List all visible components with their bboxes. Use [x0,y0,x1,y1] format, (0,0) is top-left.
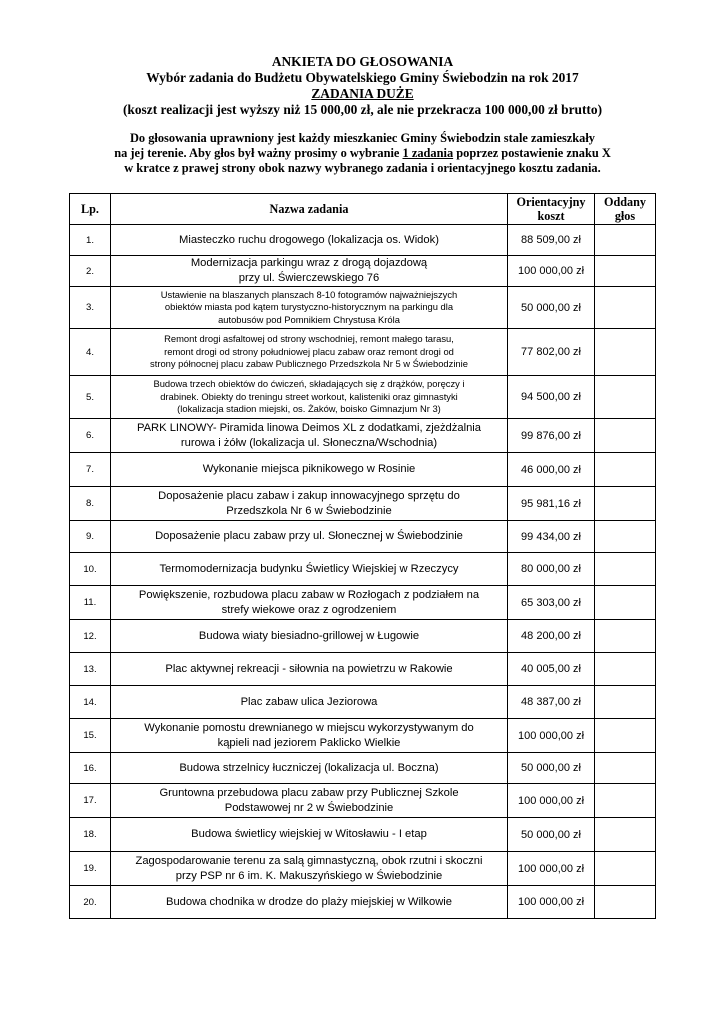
table-row [70,653,656,686]
vote-checkbox-cell[interactable] [595,287,656,329]
task-name-line: strony północnej placu zabaw Publicznego Przedszkola Nr 5 w Świebodzinie [150,358,468,370]
task-cost: 100 000,00 zł [508,719,595,753]
ballot-title: ANKIETA DO GŁOSOWANIA [271,54,454,69]
instructions-line-2-start: na jej terenie. Aby głos był ważny prosimy o wybranie [114,146,403,160]
vote-checkbox-cell[interactable] [595,818,656,852]
row-number: 1. [70,225,111,256]
task-cost: 99 434,00 zł [508,521,595,553]
task-name [111,287,508,329]
task-name [111,653,508,686]
task-name-line: Budowa strzelnicy łuczniczej (lokalizacja ul. Boczna) [179,761,439,774]
vote-checkbox-cell[interactable] [595,586,656,620]
row-number: 7. [70,453,111,487]
row-number: 8. [70,487,111,521]
task-name [111,419,508,453]
task-name [111,753,508,784]
table-row [70,784,656,818]
task-name-line: Doposażenie placu zabaw przy ul. Słonecznej w Świebodzinie [155,530,463,542]
row-number: 2. [70,256,111,287]
table-row [70,586,656,620]
task-name [111,620,508,653]
table-row [70,287,656,329]
row-number: 12. [70,620,111,653]
vote-checkbox-cell[interactable] [595,419,656,453]
task-name-line: przy ul. Świerczewskiego 76 [238,272,380,284]
task-cost: 77 802,00 zł [508,329,595,376]
table-row [70,886,656,919]
table-row [70,686,656,719]
task-name-line: Podstawowej nr 2 w Świebodzinie [224,801,394,814]
table-row [70,225,656,256]
task-name-line: Budowa trzech obiektów do ćwiczeń, składających się z drążków, poręczy i [153,378,465,390]
task-cost: 50 000,00 zł [508,818,595,852]
column-header-lp: Lp. [70,194,111,225]
vote-checkbox-cell[interactable] [595,686,656,719]
task-name-line: autobusów pod Pomnikiem Chrystusa Króla [218,313,400,325]
row-number: 15. [70,719,111,753]
task-name-line: remont drogi od strony południowej placu zabaw oraz remont drogi od [164,345,454,357]
task-cost: 80 000,00 zł [508,553,595,586]
vote-checkbox-cell[interactable] [595,376,656,419]
table-row [70,553,656,586]
task-name-line: PARK LINOWY- Piramida linowa Deimos XL z dodatkami, zjeżdżalnia [136,421,482,434]
task-name-line: Wykonanie miejsca piknikowego w Rosinie [202,463,416,475]
task-name-line: obiektów miasta pod kątem turystyczno-historycznym na parkingu dla [164,301,454,313]
task-name [111,225,508,256]
cost-note: (koszt realizacji jest wyższy niż 15 000,00 zł, ale nie przekracza 100 000,00 zł brutto) [122,102,603,117]
task-name-line: Budowa chodnika w drodze do plaży miejskiej w Wilkowie [165,895,453,908]
column-header-vote [595,194,656,225]
table-row [70,329,656,376]
column-header-cost-line-2: koszt [537,209,565,223]
column-header-task-name: Nazwa zadania [111,194,508,225]
row-number: 6. [70,419,111,453]
task-name-line: Gruntowna przebudowa placu zabaw przy Publicznej Szkole [159,786,459,799]
task-name-line: Plac aktywnej rekreacji - siłownia na powietrzu w Rakowie [165,662,453,675]
task-cost: 100 000,00 zł [508,886,595,919]
vote-checkbox-cell[interactable] [595,225,656,256]
task-cost: 100 000,00 zł [508,784,595,818]
task-name [111,376,508,419]
row-number: 16. [70,753,111,784]
task-name-line: rurowa i żółw (lokalizacja ul. Słoneczna/Wschodnia) [180,436,438,449]
table-row [70,256,656,287]
task-name-line: Powiększenie, rozbudowa placu zabaw w Rozłogach z podziałem na [138,588,480,601]
table-row [70,521,656,553]
task-cost: 94 500,00 zł [508,376,595,419]
task-name-line: Budowa świetlicy wiejskiej w Witosławiu - I etap [191,828,427,840]
task-name [111,852,508,886]
row-number: 19. [70,852,111,886]
ballot-subtitle: Wybór zadania do Budżetu Obywatelskiego Gminy Świebodzin na rok 2017 [146,70,579,85]
task-name [111,818,508,852]
row-number: 5. [70,376,111,419]
task-rows [70,225,656,919]
task-cost: 100 000,00 zł [508,256,595,287]
row-number: 18. [70,818,111,852]
table-row [70,719,656,753]
task-name-line: Plac zabaw ulica Jeziorowa [240,695,378,708]
table-row [70,818,656,852]
task-name-line: Przedszkola Nr 6 w Świebodzinie [226,504,392,517]
table-row [70,852,656,886]
row-number: 3. [70,287,111,329]
row-number: 4. [70,329,111,376]
task-name-line: (lokalizacja stadion miejski, os. Żaków, boisko Gimnazjum Nr 3) [177,403,441,415]
instructions-line-3: w kratce z prawej strony obok nazwy wybranego zadania i orientacyjnego kosztu zadania. [124,161,601,175]
task-name [111,521,508,553]
task-name [111,719,508,753]
table-row [70,753,656,784]
row-number: 14. [70,686,111,719]
vote-checkbox-cell[interactable] [595,453,656,487]
row-number: 17. [70,784,111,818]
task-cost: 100 000,00 zł [508,852,595,886]
task-name [111,453,508,487]
task-cost: 88 509,00 zł [508,225,595,256]
task-name-line: Ustawienie na blaszanych planszach 8-10 fotogramów najważniejszych [160,288,458,300]
table-row [70,487,656,521]
task-name [111,487,508,521]
vote-checkbox-cell[interactable] [595,753,656,784]
task-category: ZADANIA DUŻE [311,86,414,101]
task-cost: 65 303,00 zł [508,586,595,620]
column-header-vote-line-1: Oddany [603,195,646,209]
vote-checkbox-cell[interactable] [595,521,656,553]
vote-checkbox-cell[interactable] [595,620,656,653]
task-cost: 99 876,00 zł [508,419,595,453]
vote-checkbox-cell[interactable] [595,329,656,376]
task-name [111,256,508,287]
task-cost: 50 000,00 zł [508,753,595,784]
task-name-line: przy PSP nr 6 im. K. Makuszyńskiego w Świebodzinie [175,869,443,882]
column-header-cost-line-1: Orientacyjny [516,195,586,209]
row-number: 10. [70,553,111,586]
task-name [111,686,508,719]
vote-checkbox-cell[interactable] [595,784,656,818]
task-name-line: Termomodernizacja budynku Świetlicy Wiejskiej w Rzeczycy [159,562,459,575]
task-cost: 95 981,16 zł [508,487,595,521]
vote-checkbox-cell[interactable] [595,653,656,686]
task-name-line: Remont drogi asfaltowej od strony wschodniej, remont małego tarasu, [164,333,454,345]
vote-checkbox-cell[interactable] [595,553,656,586]
task-name [111,553,508,586]
task-name-line: Zagospodarowanie terenu za salą gimnastyczną, obok rzutni i skoczni [135,854,483,867]
vote-checkbox-cell[interactable] [595,852,656,886]
vote-checkbox-cell[interactable] [595,256,656,287]
task-cost: 48 200,00 zł [508,620,595,653]
task-name-line: Modernizacja parkingu wraz z drogą dojazdową [190,257,428,269]
instructions-task-count: 1 zadania [402,146,454,160]
task-name-line: Miasteczko ruchu drogowego (lokalizacja os. Widok) [179,233,439,246]
task-name-line: Wykonanie pomostu drewnianego w miejscu wykorzystywanym do [144,721,474,734]
row-number: 9. [70,521,111,553]
table-row [70,620,656,653]
task-name-line: drabinek. Obiekty do treningu street workout, kalisteniki oraz gimnastyki [160,390,458,402]
vote-checkbox-cell[interactable] [595,886,656,919]
task-name-line: strefy wiekowe oraz z ogrodzeniem [221,603,397,616]
task-cost: 48 387,00 zł [508,686,595,719]
row-number: 11. [70,586,111,620]
task-name-line: Budowa wiaty biesiadno-grillowej w Ługowie [198,629,420,642]
row-number: 13. [70,653,111,686]
instructions-line-2-end: poprzez postawienie znaku X [453,146,611,160]
table-row [70,376,656,419]
task-name [111,784,508,818]
instructions-line-2 [0,146,725,161]
table-row [70,419,656,453]
task-cost: 50 000,00 zł [508,287,595,329]
task-name [111,586,508,620]
task-name-line: Doposażenie placu zabaw i zakup innowacyjnego sprzętu do [158,489,460,502]
vote-checkbox-cell[interactable] [595,719,656,753]
column-header-cost [508,194,595,225]
task-cost: 46 000,00 zł [508,453,595,487]
vote-checkbox-cell[interactable] [595,487,656,521]
task-name [111,886,508,919]
table-row [70,453,656,487]
instructions-line-1: Do głosowania uprawniony jest każdy mieszkaniec Gminy Świebodzin stale zamieszkały [129,131,595,145]
column-header-vote-line-2: głos [614,209,636,223]
table-header-row [70,194,656,225]
task-cost: 40 005,00 zł [508,653,595,686]
voting-table [69,193,656,919]
row-number: 20. [70,886,111,919]
task-name-line: kąpieli nad jeziorem Paklicko Wielkie [217,736,401,749]
task-name [111,329,508,376]
